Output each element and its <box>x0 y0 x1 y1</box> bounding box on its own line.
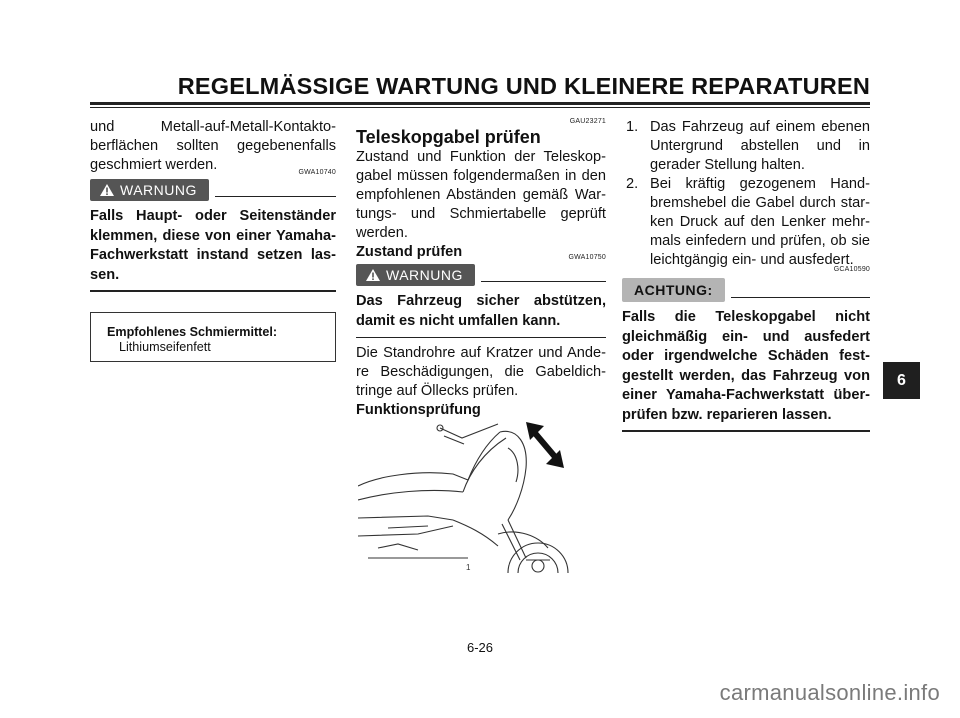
procedure-steps <box>622 118 870 270</box>
scooter-fork-illustration <box>358 408 588 573</box>
caution-header <box>622 278 870 302</box>
subheading-condition: Zustand prüfen <box>356 244 463 260</box>
list-item <box>622 175 870 270</box>
warning-label: WARNUNG <box>120 182 197 198</box>
page-title: REGELMÄSSIGE WARTUNG UND KLEINERE REPARATUREN <box>177 73 870 99</box>
page-number: 6-26 <box>466 640 494 655</box>
warning-header <box>90 179 336 201</box>
warning-header <box>356 264 606 286</box>
step-text: Bei kräftig gezogenem Hand-bremshebel die Gabel durch star-ken Druck auf den Lenker mehr-mals einfedern und prüfen, ob sie leichtgängig ein- und ausfedert. <box>650 176 870 268</box>
caution-label: ACHTUNG: <box>622 278 725 302</box>
intro-paragraph: und Metall-auf-Metall-Kontakto-berflächen sollten gegebenenfalls geschmiert werden. <box>90 119 336 173</box>
caution-end-rule <box>622 430 870 432</box>
column-middle <box>356 118 606 420</box>
lubricant-value: Lithiumseifenfett <box>119 340 211 354</box>
lubricant-label: Empfohlenes Schmiermittel: <box>107 325 278 339</box>
warning-badge <box>356 264 475 286</box>
section-title: Teleskopgabel prüfen <box>356 127 541 147</box>
warning-badge <box>90 179 209 201</box>
warning-triangle-icon <box>100 184 114 196</box>
list-item <box>622 118 870 175</box>
step-text: Das Fahrzeug auf einem ebenen Untergrund abstellen und in gerader Stellung halten. <box>650 119 870 173</box>
column-right <box>622 118 870 432</box>
chapter-tab: 6 <box>883 362 920 399</box>
double-arrow-icon <box>526 422 564 468</box>
reference-code: GCA10590 <box>833 266 870 273</box>
warning-line <box>481 281 606 282</box>
caution-text: Falls die Teleskopgabel nicht gleichmäßig ein- und ausfedert oder irgendwelche Schäden fest-gestellt werden, das Fahrzeug von einer Yamaha-Fachwerkstatt über-prüfen bzw. reparieren lassen. <box>622 309 870 423</box>
warning-end-rule <box>356 337 606 338</box>
warning-text: Falls Haupt- oder Seitenständer klemmen, diese von einer Yamaha-Fachwerkstatt instand setzen las-sen. <box>90 208 336 283</box>
lubricant-box <box>90 312 336 362</box>
subheading-function: Funktionsprüfung <box>356 402 481 418</box>
reference-code: GAU23271 <box>569 118 606 125</box>
step-number: 1. <box>626 119 639 135</box>
header-rule-thick <box>90 102 870 105</box>
column-left <box>90 118 336 362</box>
figure-callout: 1 <box>466 563 471 572</box>
section-intro: Zustand und Funktion der Teleskop-gabel müssen folgendermaßen in den empfohlenen Abständen gemäß War-tungs- und Schmiertabelle geprüft werden. <box>356 149 606 241</box>
warning-label: WARNUNG <box>386 267 463 283</box>
watermark: carmanualsonline.info <box>719 680 940 705</box>
header-rule-thin <box>90 107 870 108</box>
warning-text: Das Fahrzeug sicher abstützen, damit es nicht umfallen kann. <box>356 293 606 329</box>
body-paragraph: Die Standrohre auf Kratzer und Ande-re Beschädigungen, die Gabeldich-tringe auf Öllecks prüfen. <box>356 345 606 399</box>
step-number: 2. <box>626 176 639 192</box>
caution-line <box>731 297 870 298</box>
reference-code: GWA10750 <box>568 254 606 261</box>
page-header <box>90 72 870 100</box>
reference-code: GWA10740 <box>298 169 336 176</box>
warning-end-rule <box>90 290 336 292</box>
warning-triangle-icon <box>366 269 380 281</box>
warning-line <box>215 196 336 197</box>
